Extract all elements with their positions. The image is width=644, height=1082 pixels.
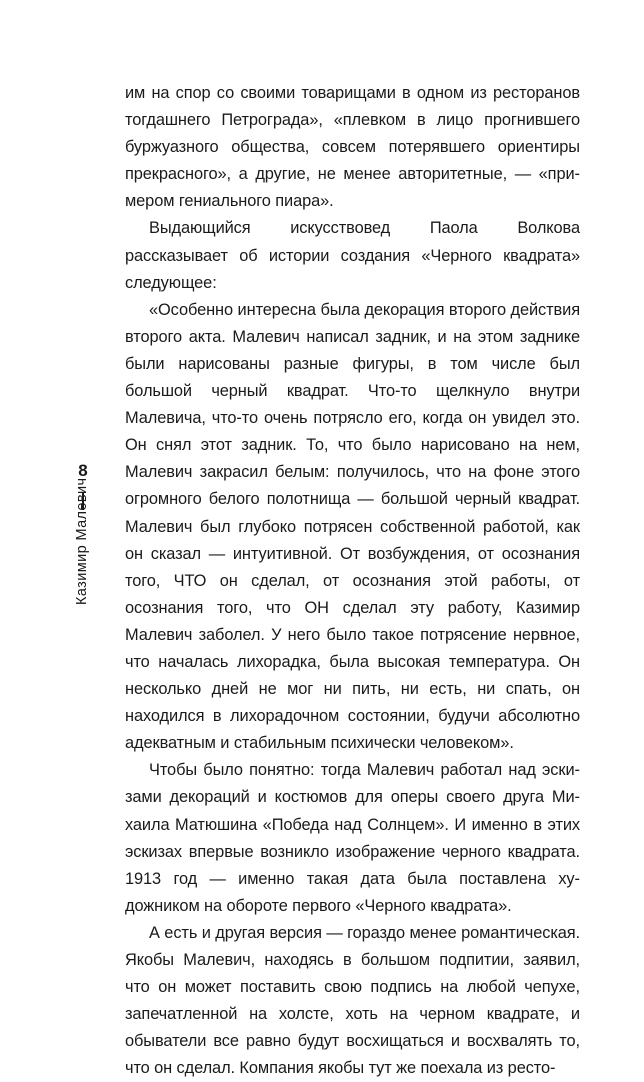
page-number: 8 <box>78 461 88 480</box>
body-text <box>125 80 580 1082</box>
paragraph: Чтобы было понятно: тогда Малевич работал над эскизами декораций и костюмов для оперы своего друга Михаила Матюшина «Победа над Солнцем». И именно в этих эскизах впервые возникло изображение черного квадрата. 1913 год — именно такая дата была поставлена художником на обороте первого «Черного квадрата». <box>125 761 580 915</box>
paragraph-continued: им на спор со своими товарищами в одном из ресторанов тогдашнего Петрограда», «плевком в лицо прогнившего буржуазного общества, совсем потерявшего ориентиры прекрасного», а другие, не менее авторитетные, — «примером гениального пиара». <box>125 84 580 211</box>
running-head: Казимир Малевич <box>74 477 90 605</box>
paragraph: Выдающийся искусствовед Паола Волкова рассказывает об истории создания «Черного квадрата» следующее: <box>125 219 580 292</box>
paragraph-quote: «Особенно интересна была декорация второго действия второго акта. Малевич написал задник, и на этом заднике были нарисованы разные фигуры, в том числе был большой черный квадрат. Что-то щелкнуло внутри Малевича, что-то очень потрясло его, когда он увидел это. Он снял этот задник. То, что было нарисовано на нем, Малевич закрасил белым: получилось, что на фоне этого огромного белого полотнища — большой черный квадрат. Малевич был глубоко потрясен собственной работой, как он сказал — интуитивной. От возбуждения, от осознания того, ЧТО он сделал, от осознания этой работы, от осознания того, что ОН сделал эту работу, Казимир Малевич заболел. У него было такое потрясение нервное, что началась лихорадка, была высокая температура. Он несколько дней не мог ни пить, ни есть, ни спать, он находился в лихорадочном состоянии, будучи абсолютно адекватным и стабильным психически человеком». <box>125 300 580 753</box>
paragraph: А есть и другая версия — гораздо менее романтическая. Якобы Малевич, находясь в большом подпитии, заявил, что он может поставить свою подпись на любой чепухе, запечатленной на холсте, хоть на черном квадрате, и обыватели все равно будут восхищаться и восхвалять то, что он сделал. Компания якобы тут же поехала из ресто- <box>125 923 580 1078</box>
